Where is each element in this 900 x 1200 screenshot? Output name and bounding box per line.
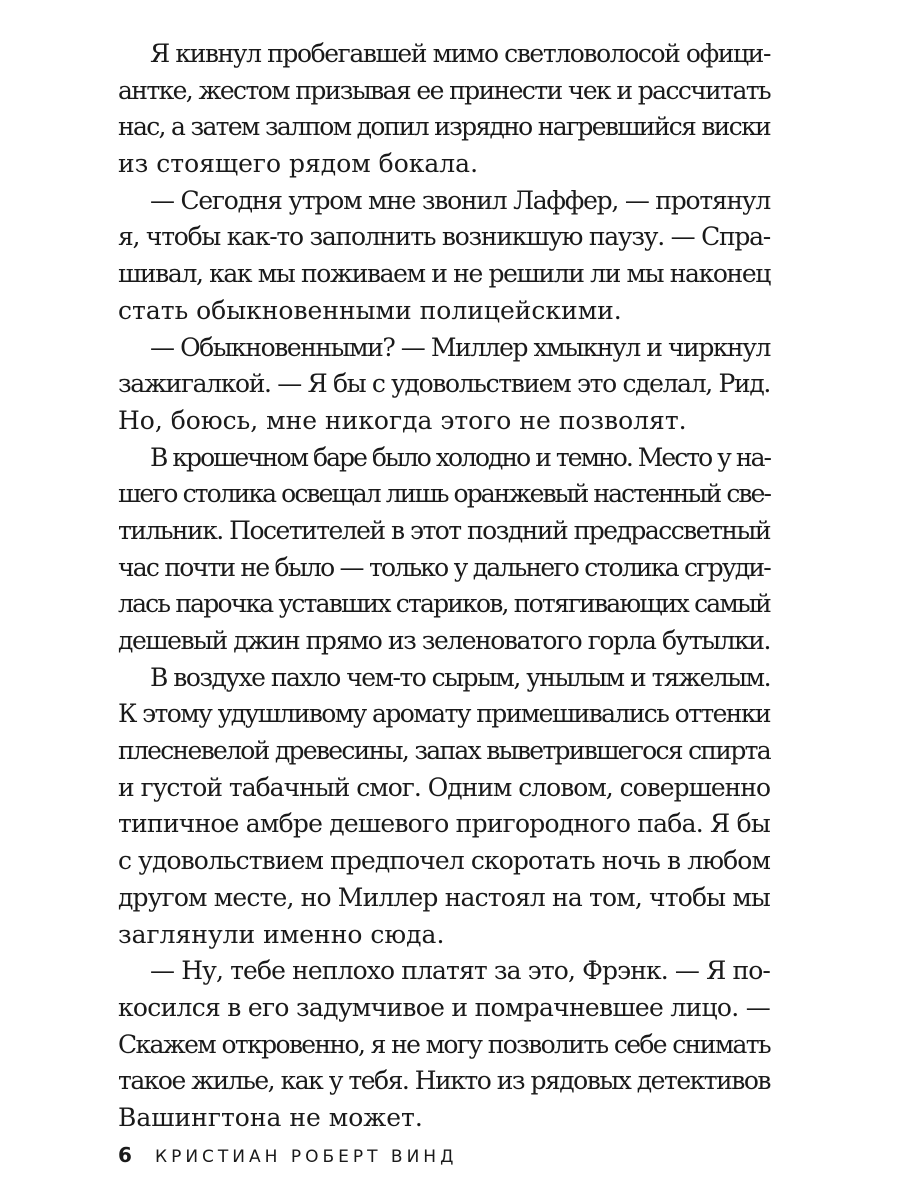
text-line: нас, а затем залпом допил изрядно нагревшийся виски	[118, 112, 770, 142]
text-line: Я кивнул пробегавшей мимо светловолосой офици-	[150, 39, 770, 68]
text-line: К этому удушливому аромату примешивались оттенки	[118, 699, 770, 729]
page-footer	[118, 1140, 457, 1170]
text-line: лась парочка уставших стариков, потягивающих самый	[118, 589, 770, 619]
text-line: тильник. Посетителей в этот поздний предрассветный	[118, 515, 770, 545]
text-line: плесневелой древесины, запах выветрившегося спирта	[118, 736, 770, 766]
paragraph	[118, 440, 770, 660]
text-line: шего столика освещал лишь оранжевый настенный све-	[118, 479, 770, 509]
text-line: косился в его задумчивое и помрачневшее лицо. —	[118, 992, 770, 1022]
paragraph	[118, 953, 770, 1136]
paragraph	[118, 36, 770, 183]
text-line: — Сегодня утром мне звонил Лаффер, — протянул	[150, 185, 770, 215]
text-line: зажигалкой. — Я бы с удовольствием это сделал, Рид.	[118, 369, 770, 399]
text-line: стать обыкновенными полицейскими.	[118, 295, 622, 325]
paragraph	[118, 183, 770, 330]
text-line: заглянули именно сюда.	[118, 919, 445, 949]
text-line: В воздухе пахло чем-то сырым, унылым и тяжелым.	[150, 662, 770, 692]
text-line: В крошечном баре было холодно и темно. Место у на-	[150, 442, 770, 472]
running-head-author: КРИСТИАН РОБЕРТ ВИНД	[155, 1147, 458, 1167]
text-line: такое жилье, как у тебя. Никто из рядовых детективов	[118, 1066, 770, 1096]
text-line: Скажем откровенно, я не могу позволить себе снимать	[118, 1029, 770, 1059]
paragraph	[118, 660, 770, 954]
text-line: и густой табачный смог. Одним словом, совершенно	[118, 772, 770, 802]
paragraph	[118, 330, 770, 440]
text-line: шивал, как мы поживаем и не решили ли мы наконец	[118, 259, 770, 289]
text-line: другом месте, но Миллер настоял на том, чтобы мы	[118, 882, 770, 912]
text-line: дешевый джин прямо из зеленоватого горла бутылки.	[118, 626, 770, 655]
text-line: типичное амбре дешевого пригородного паба. Я бы	[118, 809, 770, 839]
text-line: Вашингтона не может.	[118, 1102, 423, 1132]
text-line: час почти не было — только у дальнего столика сгруди-	[118, 552, 770, 582]
text-line: Но, боюсь, мне никогда этого не позволят.	[118, 405, 687, 435]
text-line: — Обыкновенными? — Миллер хмыкнул и чиркнул	[150, 332, 770, 362]
text-line: с удовольствием предпочел скоротать ночь в любом	[118, 846, 770, 876]
body-text	[118, 36, 770, 1137]
text-line: из стоящего рядом бокала.	[118, 149, 479, 179]
page-number: 6	[118, 1143, 132, 1167]
text-line: антке, жестом призывая ее принести чек и рассчитать	[118, 75, 770, 105]
text-line: я, чтобы как-то заполнить возникшую паузу. — Спра-	[118, 222, 770, 252]
text-line: — Ну, тебе неплохо платят за это, Фрэнк. — Я по-	[150, 956, 770, 986]
